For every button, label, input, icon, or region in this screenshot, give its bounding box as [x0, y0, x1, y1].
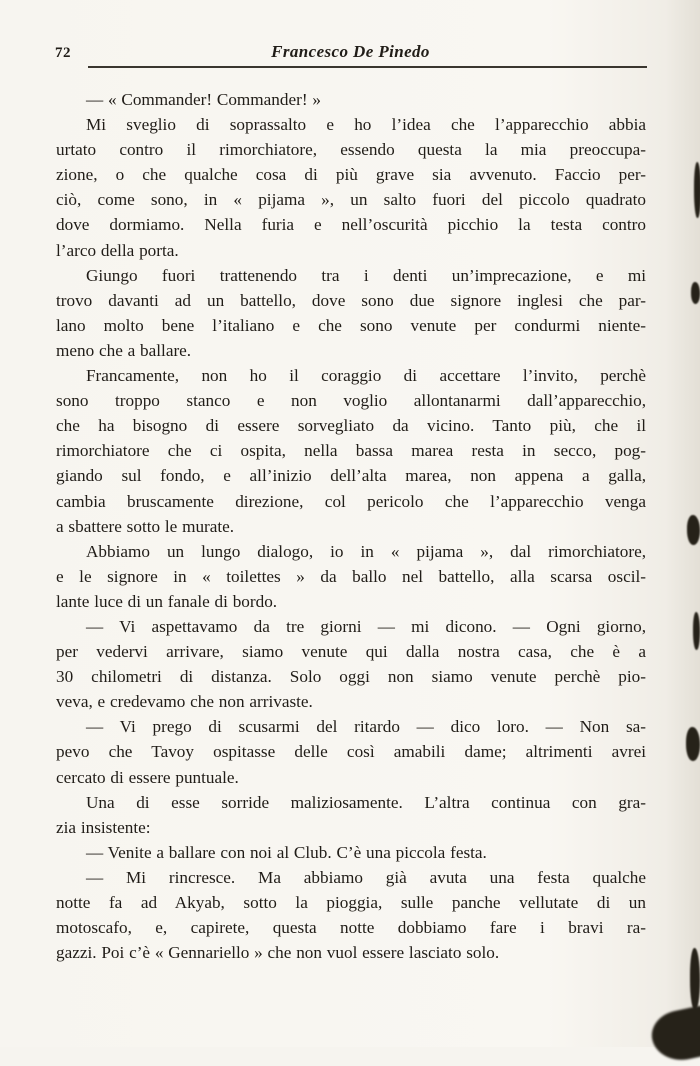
text-line: zione, o che qualche cosa di più grave sia avvenuto. Faccio per-	[56, 165, 646, 185]
text-line: motoscafo, e, capirete, questa notte dobbiamo fare i bravi ra-	[56, 918, 646, 938]
page-header	[55, 42, 646, 66]
header-rule	[88, 66, 647, 68]
text-line: — Vi prego di scusarmi del ritardo — dico loro. — Non sa-	[86, 717, 646, 737]
page-number: 72	[55, 45, 71, 61]
text-line: cambia bruscamente direzione, col pericolo che l’apparecchio venga	[56, 491, 646, 511]
scan-artifact	[693, 612, 700, 650]
text-line: per vedervi arrivare, siamo venute qui dalla nostra casa, che è a	[56, 642, 646, 662]
paragraph	[56, 87, 646, 112]
paragraph	[56, 112, 646, 263]
text-line: — « Commander! Commander! »	[86, 90, 321, 109]
paragraph	[56, 840, 646, 865]
text-line: gazzi. Poi c’è « Gennariello » che non vuol essere lasciato solo.	[56, 943, 500, 963]
text-line: sono troppo stanco e non voglio allontanarmi dall’apparecchio,	[56, 391, 646, 411]
text-line: Abbiamo un lungo dialogo, io in « pijama », dal rimorchiatore,	[86, 541, 646, 561]
text-line: l’arco della porta.	[56, 240, 179, 260]
running-title: Francesco De Pinedo	[271, 42, 430, 61]
scan-artifact	[690, 948, 700, 1010]
text-line: pevo che Tavoy ospitasse delle così amabili dame; altrimenti avrei	[56, 742, 646, 762]
text-line: e le signore in « toilettes » da ballo nel battello, alla scarsa oscil-	[56, 566, 646, 586]
paragraph	[56, 539, 646, 614]
text-line: che ha bisogno di essere sorvegliato da vicino. Tanto più, che il	[56, 416, 646, 436]
text-line: Una di esse sorride maliziosamente. L’altra continua con gra-	[86, 792, 646, 812]
text-line: urtato contro il rimorchiatore, essendo questa la mia preoccupa-	[56, 140, 646, 160]
text-line: giando sul fondo, e all’inizio dell’alta marea, non appena a galla,	[56, 466, 646, 486]
scan-artifact	[647, 1004, 700, 1065]
text-line: lante luce di un fanale di bordo.	[56, 591, 278, 611]
text-line: veva, e credevamo che non arrivaste.	[56, 692, 313, 712]
text-line: meno che a ballare.	[56, 340, 192, 360]
scan-artifact	[694, 162, 700, 218]
text-block	[56, 87, 646, 965]
text-line: trovo davanti ad un battello, dove sono due signore inglesi che par-	[56, 290, 646, 310]
paragraph	[56, 790, 646, 840]
paragraph	[56, 363, 646, 539]
text-line: 30 chilometri di distanza. Solo oggi non siamo venute perchè pio-	[56, 667, 646, 687]
text-line: a sbattere sotto le murate.	[56, 516, 235, 536]
paragraph	[56, 865, 646, 965]
paragraph	[56, 714, 646, 789]
scan-artifact	[691, 282, 700, 304]
scan-artifact	[687, 515, 700, 545]
text-line: Francamente, non ho il coraggio di accettare l’invito, perchè	[86, 366, 646, 386]
text-line: notte fa ad Akyab, sotto la pioggia, sulle panche vellutate di un	[56, 893, 646, 912]
text-line: lano molto bene l’italiano e che sono venute per condurmi niente-	[56, 315, 646, 335]
paragraph	[56, 263, 646, 363]
text-line: Giungo fuori trattenendo tra i denti un’imprecazione, e mi	[86, 265, 646, 285]
text-line: rimorchiatore che ci ospita, nella bassa marea resta in secco, pog-	[56, 441, 646, 461]
text-line: Mi sveglio di soprassalto e ho l’idea che l’apparecchio abbia	[86, 115, 646, 135]
paragraph	[56, 614, 646, 714]
text-line: — Mi rincresce. Ma abbiamo già avuta una festa qualche	[86, 867, 646, 887]
text-line: zia insistente:	[56, 817, 151, 837]
text-line: — Vi aspettavamo da tre giorni — mi dicono. — Ogni giorno,	[86, 616, 646, 636]
text-line: — Venite a ballare con noi al Club. C’è una piccola festa.	[86, 842, 487, 862]
text-line: cercato di essere puntuale.	[56, 767, 239, 787]
text-line: dove dormiamo. Nella furia e nell’oscurità picchio la testa contro	[56, 215, 646, 235]
scan-artifact	[686, 727, 700, 761]
text-line: ciò, come sono, in « pijama », un salto fuori del piccolo quadrato	[56, 190, 646, 210]
